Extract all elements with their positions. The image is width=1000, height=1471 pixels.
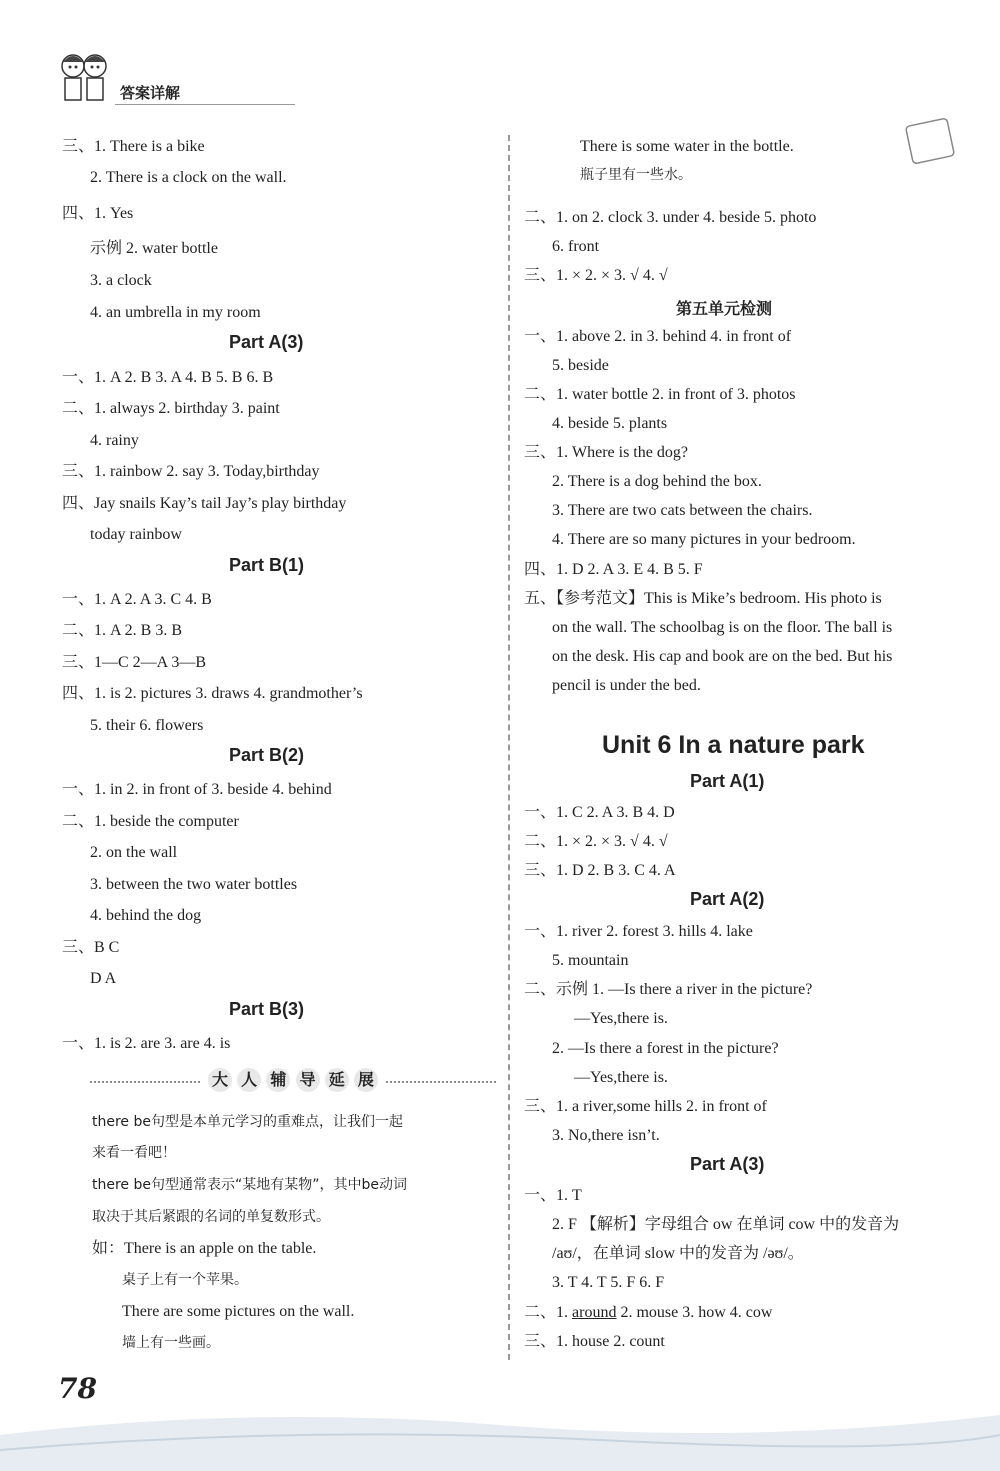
answer-line: 4. There are so many pictures in your bedroom. — [552, 531, 856, 548]
answer-line: 2. on the wall — [90, 844, 178, 861]
kids-cartoon-icon — [55, 48, 115, 106]
answer-line: 一、1. is 2. are 3. are 4. is — [62, 1035, 231, 1052]
answer-line: D A — [90, 970, 117, 987]
answer-line: 四、Jay snails Kay’s tail Jay’s play birthday — [62, 495, 347, 512]
extension-text: 墙上有一些画。 — [122, 1335, 220, 1351]
answer-line: 三、1. × 2. × 3. √ 4. √ — [524, 267, 668, 284]
answer-line: 示例 2. water bottle — [90, 240, 218, 257]
answer-line: 6. front — [552, 238, 600, 255]
banner-char: 人 — [237, 1068, 261, 1092]
column-divider — [508, 135, 510, 1360]
answer-rest: 2. mouse 3. how 4. cow — [616, 1304, 773, 1321]
answer-line: 3. There are two cats between the chairs. — [552, 502, 813, 519]
answer-line: 三、B C — [62, 939, 120, 956]
banner-char: 辅 — [266, 1068, 290, 1092]
answer-line: 三、1—C 2—A 3—B — [62, 654, 207, 671]
answer-line: 3. T 4. T 5. F 6. F — [552, 1274, 665, 1291]
answer-line: 二、1. A 2. B 3. B — [62, 622, 183, 639]
banner-char: 大 — [208, 1068, 232, 1092]
answer-line: 三、1. house 2. count — [524, 1333, 665, 1350]
answer-line: 三、1. There is a bike — [62, 138, 205, 155]
banner-dotted-line — [386, 1081, 496, 1083]
answer-line: 二、示例 1. —Is there a river in the picture? — [524, 981, 813, 998]
answer-line: 五、【参考范文】This is Mike’s bedroom. His photo is — [524, 590, 882, 607]
answer-prefix: 二、1. — [524, 1304, 573, 1321]
answer-line: on the wall. The schoolbag is on the floor. The ball is — [552, 619, 893, 636]
answer-line: 一、1. A 2. A 3. C 4. B — [62, 591, 212, 608]
answer-line: 5. their 6. flowers — [90, 717, 204, 734]
answer-line: on the desk. His cap and book are on the bed. But his — [552, 648, 893, 665]
answer-line: 5. beside — [552, 357, 609, 374]
answer-line: 一、1. above 2. in 3. behind 4. in front of — [524, 328, 792, 345]
page-number: 78 — [58, 1372, 97, 1405]
extension-text: there be句型是本单元学习的重难点，让我们一起 — [92, 1114, 403, 1130]
answer-line: 二、1. beside the computer — [62, 813, 239, 830]
section-heading-part-b1: Part B(1) — [229, 555, 305, 575]
unit-title: Unit 6 In a nature park — [602, 731, 865, 759]
answer-line: 3. between the two water bottles — [90, 876, 298, 893]
answer-line: 三、1. a river,some hills 2. in front of — [524, 1098, 767, 1115]
banner-title — [208, 1068, 378, 1096]
answer-line: 二、1. water bottle 2. in front of 3. photos — [524, 386, 796, 403]
extension-text: 如：There is an apple on the table. — [92, 1240, 317, 1257]
answer-line: today rainbow — [90, 526, 182, 543]
answer-line: 一、1. T — [524, 1187, 582, 1204]
answer-line: 二、1. on 2. clock 3. under 4. beside 5. photo — [524, 209, 817, 226]
answer-line: 一、1. C 2. A 3. B 4. D — [524, 804, 675, 821]
answer-line: 三、1. Where is the dog? — [524, 444, 688, 461]
banner-char: 导 — [296, 1068, 320, 1092]
answer-line: —Yes,there is. — [574, 1069, 668, 1086]
answer-line: 瓶子里有一些水。 — [580, 167, 692, 183]
answer-line: 2. F 【解析】字母组合 ow 在单词 cow 中的发音为 — [552, 1216, 900, 1233]
extension-banner — [90, 1068, 490, 1096]
answer-line: 三、1. D 2. B 3. C 4. A — [524, 862, 676, 879]
answer-line: 4. rainy — [90, 432, 139, 449]
underlined-word: around — [572, 1304, 617, 1321]
answer-line: There is some water in the bottle. — [580, 138, 794, 155]
section-heading-part-a1: Part A(1) — [690, 771, 765, 791]
answer-line: 4. an umbrella in my room — [90, 304, 261, 321]
header-underline — [115, 104, 295, 105]
answer-line: 四、1. D 2. A 3. E 4. B 5. F — [524, 561, 703, 578]
answer-line: 2. —Is there a forest in the picture? — [552, 1040, 779, 1057]
section-heading-part-a2: Part A(2) — [690, 889, 765, 909]
banner-char: 延 — [325, 1068, 349, 1092]
answer-line: 四、1. Yes — [62, 205, 134, 222]
answer-line: 四、1. is 2. pictures 3. draws 4. grandmother’s — [62, 685, 363, 702]
section-heading-unit5-test: 第五单元检测 — [676, 299, 773, 318]
answer-line: 二、1. × 2. × 3. √ 4. √ — [524, 833, 668, 850]
answer-line: 二、1. always 2. birthday 3. paint — [62, 400, 280, 417]
answer-line: 三、1. rainbow 2. say 3. Today,birthday — [62, 463, 320, 480]
extension-text: 桌子上有一个苹果。 — [122, 1272, 248, 1288]
answer-line: 4. beside 5. plants — [552, 415, 668, 432]
answer-line: —Yes,there is. — [574, 1010, 668, 1027]
answer-line: 4. behind the dog — [90, 907, 202, 924]
answer-line: pencil is under the bed. — [552, 677, 701, 694]
answer-line: 一、1. river 2. forest 3. hills 4. lake — [524, 923, 753, 940]
answer-line: /aʊ/，在单词 slow 中的发音为 /əʊ/。 — [552, 1245, 804, 1262]
section-heading-part-a3-right: Part A(3) — [690, 1154, 765, 1174]
extension-text: 取决于其后紧跟的名词的单复数形式。 — [92, 1209, 330, 1225]
section-heading-part-b2: Part B(2) — [229, 745, 305, 765]
page-header — [55, 48, 255, 108]
answer-line: 2. There is a clock on the wall. — [90, 169, 287, 186]
answer-line: 3. No,there isn’t. — [552, 1127, 660, 1144]
section-heading-part-a3: Part A(3) — [229, 332, 304, 352]
section-heading-part-b3: Part B(3) — [229, 999, 305, 1019]
answer-line: 5. mountain — [552, 952, 629, 969]
extension-text: 来看一看吧！ — [92, 1145, 176, 1161]
answer-line — [524, 1303, 772, 1323]
seal-stamp-icon — [905, 118, 955, 164]
answer-line: 2. There is a dog behind the box. — [552, 473, 762, 490]
extension-text: there be句型通常表示“某地有某物”，其中be动词 — [92, 1177, 407, 1193]
answer-line: 3. a clock — [90, 272, 152, 289]
banner-dotted-line — [90, 1081, 200, 1083]
banner-char: 展 — [354, 1068, 378, 1092]
extension-text: There are some pictures on the wall. — [122, 1303, 355, 1320]
header-title: 答案详解 — [120, 84, 181, 102]
answer-line: 一、1. A 2. B 3. A 4. B 5. B 6. B — [62, 369, 274, 386]
footer-wave-decoration — [0, 1395, 1000, 1471]
answer-line: 一、1. in 2. in front of 3. beside 4. behind — [62, 781, 332, 798]
